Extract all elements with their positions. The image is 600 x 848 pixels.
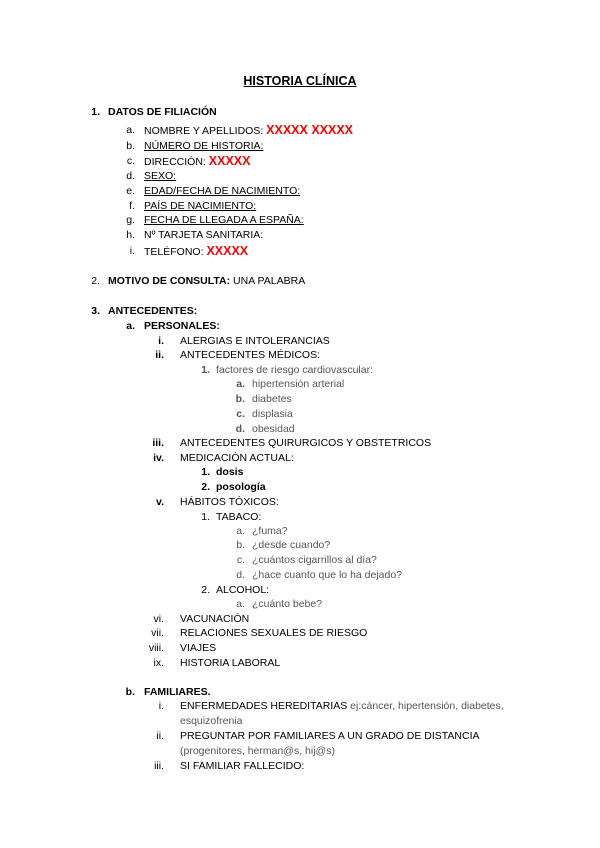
field-label: Nº TARJETA SANITARIA: — [144, 229, 264, 241]
list-marker: d. — [236, 569, 245, 581]
list-item: HISTORIA LABORAL — [180, 657, 281, 669]
list-marker: b. — [236, 539, 245, 551]
field-value-redacted: XXXXX — [206, 244, 249, 258]
section-2-text: UNA PALABRA — [233, 275, 306, 287]
list-item: ANTECEDENTES QUIRURGICOS Y OBSTETRICOS — [180, 437, 432, 449]
section-3-number: 3. — [91, 305, 100, 317]
list-item: ¿cuánto bebe? — [252, 598, 323, 610]
field-label: NOMBRE Y APELLIDOS: — [144, 125, 264, 137]
list-marker: ii. — [156, 730, 164, 742]
list-marker: c. — [236, 554, 245, 566]
list-marker: d. — [126, 170, 135, 182]
list-item: ALERGIAS E INTOLERANCIAS — [180, 335, 330, 347]
list-marker: c. — [236, 408, 245, 420]
list-item: ¿hace cuanto que lo ha dejado? — [252, 569, 403, 581]
field-label: TELÉFONO: — [144, 246, 204, 258]
subsection-a-marker: a. — [126, 320, 135, 332]
list-item — [144, 245, 248, 259]
list-item — [144, 155, 250, 169]
list-marker: v. — [156, 496, 164, 508]
list-marker: c. — [126, 155, 135, 167]
field-label: SEXO: — [144, 170, 177, 182]
list-marker: b. — [126, 140, 135, 152]
list-item: diabetes — [252, 393, 292, 405]
list-item: MEDICACIÓN ACTUAL: — [180, 452, 294, 464]
field-value-redacted: XXXXX — [208, 154, 251, 168]
list-item: ¿cuántos cigarrillos al día? — [252, 554, 377, 566]
list-marker: 1. — [201, 364, 210, 376]
list-item: dosis — [216, 466, 244, 478]
field-label: DIRECCIÓN: — [144, 156, 206, 168]
list-marker: 2. — [201, 481, 210, 493]
list-marker: a. — [236, 525, 245, 537]
list-item: VIAJES — [180, 642, 217, 654]
list-marker: 2. — [201, 584, 210, 596]
section-1-heading: DATOS DE FILIACIÓN — [108, 106, 217, 118]
field-label: FECHA DE LLEGADA A ESPAÑA: — [144, 214, 304, 226]
list-marker: 1. — [201, 466, 210, 478]
list-item — [180, 700, 504, 713]
list-marker: a. — [126, 124, 135, 136]
list-marker: ii. — [155, 349, 164, 361]
list-marker: g. — [126, 214, 135, 226]
list-item: displasia — [252, 408, 293, 420]
field-label: PAÍS DE NACIMIENTO: — [144, 200, 257, 212]
list-item-note: esquizofrenia — [180, 715, 243, 727]
subsection-b-heading: FAMILIARES. — [144, 686, 211, 698]
list-item: ¿fuma? — [252, 525, 288, 537]
list-item: HÁBITOS TÓXICOS: — [180, 496, 279, 508]
list-item: RELACIONES SEXUALES DE RIESGO — [180, 627, 368, 639]
list-item-text: ENFERMEDADES HEREDITARIAS — [180, 700, 348, 712]
section-2-number: 2. — [91, 275, 100, 287]
list-marker: a. — [236, 598, 245, 610]
list-marker: i. — [129, 245, 135, 257]
list-item: TABACO: — [216, 511, 262, 523]
list-item: obesidad — [252, 423, 295, 435]
list-item-text: SI FAMILIAR FALLECIDO: — [180, 760, 305, 772]
subsection-a-heading: PERSONALES: — [144, 320, 220, 332]
field-label: NÚMERO DE HISTORIA: — [144, 140, 264, 152]
list-item — [144, 124, 353, 138]
list-item: ALCOHOL: — [216, 584, 270, 596]
list-item-note: ej:cáncer, hipertensión, diabetes, — [350, 700, 504, 712]
list-item: factores de riesgo cardiovascular: — [216, 364, 373, 376]
section-1-number: 1. — [91, 106, 100, 118]
list-marker: 1. — [201, 511, 210, 523]
list-item: posología — [216, 481, 266, 493]
section-2-heading: MOTIVO DE CONSULTA: — [108, 275, 231, 287]
list-item: ¿desde cuando? — [252, 539, 331, 551]
list-item: ANTECEDENTES MÉDICOS: — [180, 349, 321, 361]
list-marker: d. — [235, 423, 245, 435]
list-marker: iii. — [154, 760, 164, 772]
field-label: EDAD/FECHA DE NACIMIENTO: — [144, 185, 301, 197]
list-marker: viii. — [148, 642, 164, 654]
list-marker: iv. — [153, 452, 164, 464]
list-marker: ix. — [153, 657, 164, 669]
list-marker: iii. — [152, 437, 164, 449]
list-marker: vii. — [151, 627, 164, 639]
list-marker: e. — [126, 185, 135, 197]
list-marker: b. — [235, 393, 245, 405]
list-marker: h. — [126, 229, 135, 241]
list-marker: i. — [158, 700, 164, 712]
document-title: HISTORIA CLÍNICA — [243, 74, 357, 88]
list-item: hipertensión arterial — [252, 378, 345, 390]
subsection-b-marker: b. — [125, 686, 135, 698]
list-item-note: (progenitores, herman@s, hij@s) — [180, 745, 335, 757]
list-item-text: PREGUNTAR POR FAMILIARES A UN GRADO DE DISTANCIA — [180, 730, 480, 742]
list-marker: i. — [158, 335, 164, 347]
list-marker: a. — [236, 378, 245, 390]
section-2-line — [108, 275, 305, 288]
list-item: VACUNACIÓN — [180, 613, 250, 625]
list-marker: f. — [129, 200, 135, 212]
field-value-redacted: XXXXX XXXXX — [266, 123, 354, 137]
section-3-heading: ANTECEDENTES: — [108, 305, 198, 317]
list-marker: vi. — [153, 613, 164, 625]
